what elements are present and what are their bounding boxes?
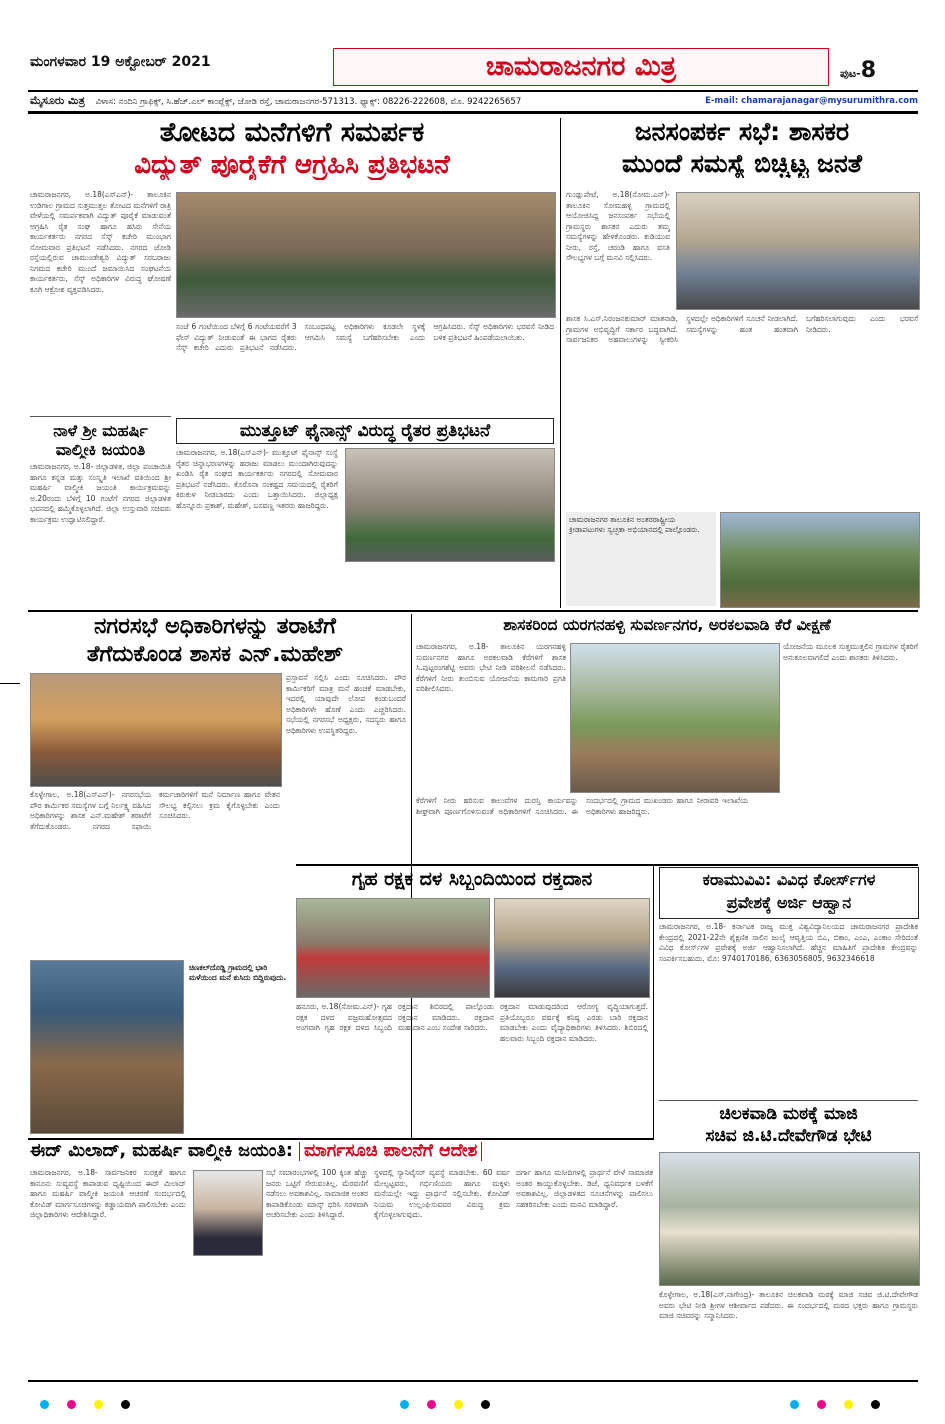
- rain-damage-photo: [30, 960, 184, 1134]
- row-divider-2: [296, 864, 918, 866]
- mahesh-photo: [30, 673, 282, 787]
- valmiki-headline-2: ವಾಲ್ಮೀಕಿ ಜಯಂತಿ: [55, 441, 146, 459]
- eid-text-4: ದರ್ಗಾ ಹಾಗೂ ಮಸೀದಿಗಳಲ್ಲಿ ಪ್ರಾರ್ಥನೆ ವೇಳೆ ಸಾಮಾಜಿಕ ಅಂತರ ಕಾಯ್ದುಕೊಳ್ಳಬೇಕು. ಡಿಜೆ, ಧ್ವನಿವರ್ಧಕ ಬಳಕೆಗೆ ಅವಕಾಶವಿಲ್ಲ. ಜಿಲ್ಲಾಡಳಿತದ ಸೂಚನೆಗಳನ್ನು ಪಾಲಿಸಲು ಸಹಕರಿಸಬೇಕು ಎಂದು ಮನವಿ ಮಾಡಿದ್ದಾರೆ.: [516, 1168, 653, 1209]
- janasampark-headline-1: ಜನಸಂಪರ್ಕ ಸಭೆ: ಶಾಸಕರ: [634, 118, 850, 146]
- bottom-rule: [28, 1380, 918, 1382]
- lakes-text-3: ಯೋಜನೆಯ ಮೂಲಕ ಸುತ್ತಮುತ್ತಲಿನ ಗ್ರಾಮಗಳ ರೈತರಿಗೆ ಅನುಕೂಲವಾಗಲಿದೆ ಎಂದು ಶಾಸಕರು ತಿಳಿಸಿದರು.: [783, 642, 918, 662]
- eid-text-2b: [193, 1260, 261, 1376]
- janasampark-text-2: ಶಾಸಕ ಸಿ.ಎಸ್.ನಿರಂಜನಕುಮಾರ್ ಮಾತನಾಡಿ, ಗ್ರಾಮಗಳ ಅಭಿವೃದ್ಧಿಗೆ ಸರ್ಕಾರ ಬದ್ಧವಾಗಿದೆ. ಸಾರ್ವಜನಿಕರ ಅಹವಾಲುಗಳನ್ನು ಸ್ವೀಕರಿಸಿ ಸ್ಥಳದಲ್ಲೇ ಅಧಿಕಾರಿಗಳಿಗೆ ಸೂಚನೆ ನೀಡಲಾಗಿದೆ. ಸಮಸ್ಯೆಗಳನ್ನು ಹಂತ ಹಂತವಾಗಿ ಬಗೆಹರಿಸಲಾಗುವುದು ಎಂದು ಭರವಸೆ ನೀಡಿದರು.: [566, 314, 918, 344]
- masthead-date: ಮಂಗಳವಾರ 19 ಅಕ್ಟೋಬರ್ 2021: [30, 54, 211, 70]
- valmiki-divider: [30, 416, 171, 417]
- address: ವಿಳಾಸ: ನಂದಿನಿ ಗ್ರಾಫಿಕ್ಸ್, ಸಿ.ಹೆಚ್.ಎಲ್ ಕಾಂಪ್ಲೆಕ್ಸ್, ಜೋಡಿ ರಸ್ತೆ, ಚಾಮರಾಜನಗರ-571313. ಫ್ಯಾಕ್ಸ್: 08226-222608, ಮೊ. 9242265657: [95, 97, 522, 107]
- lakes-text-2: ಕೆರೆಗಳಿಗೆ ನೀರು ಹರಿಸುವ ಕಾಲುವೆಗಳ ದುರಸ್ತಿ ಕಾರ್ಯವನ್ನು ಶೀಘ್ರವಾಗಿ ಪೂರ್ಣಗೊಳಿಸುವಂತೆ ಅಧಿಕಾರಿಗಳಿಗೆ ಸೂಚಿಸಿದರು. ಈ ಸಂದರ್ಭದಲ್ಲಿ ಗ್ರಾಮದ ಮುಖಂಡರು ಹಾಗೂ ನೀರಾವರಿ ಇಲಾಖೆಯ ಅಧಿಕಾರಿಗಳು ಹಾಜರಿದ್ದರು.: [416, 796, 748, 816]
- muthoot-headline-box: [176, 418, 554, 444]
- mahesh-text-1: ಕೊಳ್ಳೇಗಾಲ, ಅ.18(ಎಸ್‌ಎನ್)- ನಗರಸಭೆಯ ಪೌರ ಕಾರ್ಮಿಕರ ಸಮಸ್ಯೆಗಳ ಬಗ್ಗೆ ನಿರ್ಲಕ್ಷ್ಯ ವಹಿಸಿದ ಅಧಿಕಾರಿಗಳನ್ನು ಶಾಸಕ ಎನ್.ಮಹೇಶ್ ತರಾಟೆಗೆ ತೆಗೆದುಕೊಂಡರು. ನಗರದ ಸಫಾಯಿ ಕರ್ಮಚಾರಿಗಳಿಗೆ ಮನೆ ನಿರ್ಮಾಣ ಹಾಗೂ ವೇತನ ಸೌಲಭ್ಯ ಕಲ್ಪಿಸಲು ಕ್ರಮ ಕೈಗೊಳ್ಳಬೇಕು ಎಂದು ಸೂಚಿಸಿದರು.: [30, 790, 280, 831]
- power-protest-photo: [176, 192, 556, 318]
- rain-damage-caption: ಚಿಣಕಲ್‌ದೊಡ್ಡಿ ಗ್ರಾಮದಲ್ಲಿ ಭಾರಿ ಮಳೆಯಿಂದ ಮನೆ ಕುಸಿದು ಬಿದ್ದಿರುವುದು.: [186, 960, 290, 1132]
- eid-headline-black: ಈದ್ ಮಿಲಾದ್, ಮಹರ್ಷಿ ವಾಲ್ಮೀಕಿ ಜಯಂತಿ:: [30, 1142, 293, 1161]
- eid-text-2: ಸಭೆ ಸಮಾರಂಭಗಳಲ್ಲಿ 100 ಕ್ಕಿಂತ ಹೆಚ್ಚು ಜನರು ಒಟ್ಟಿಗೆ ಸೇರುವಂತಿಲ್ಲ. ಮೆರವಣಿಗೆ ನಡೆಸಲು ಅವಕಾಶವಿಲ್ಲ. ಸಾಮಾಜಿಕ ಅಂತರ ಕಾಪಾಡಿಕೊಂಡು ಮಾಸ್ಕ್ ಧರಿಸಿ ಸರಳವಾಗಿ ಆಚರಿಸಬೇಕು ಎಂದು ತಿಳಿಸಿದ್ದಾರೆ.: [266, 1168, 368, 1219]
- home-guard-headline: ಗೃಹ ರಕ್ಷಕ ದಳ ಸಿಬ್ಬಂದಿಯಿಂದ ರಕ್ತದಾನ: [351, 869, 593, 890]
- registration-marks-left: [40, 1394, 148, 1413]
- power-protest-text-1: ಚಾಮರಾಜನಗರ, ಅ.18(ಎಸ್‌ಎನ್)- ತಾಲೂಕಿನ ಉಡಿಗಾಲ ಗ್ರಾಮದ ಸುತ್ತಮುತ್ತಲ ತೋಟದ ಮನೆಗಳಿಗೆ ರಾತ್ರಿ ವೇಳೆಯಲ್ಲಿ ಸಮರ್ಪಕವಾಗಿ ವಿದ್ಯುತ್ ಪೂರೈಕೆ ಮಾಡುವಂತೆ ಆಗ್ರಹಿಸಿ ರೈತ ಸಂಘ ಹಾಗೂ ಹಸಿರು ಸೇನೆಯ ಕಾರ್ಯಕರ್ತರು ನಗರದ ಸೆಸ್ಕ್ ಕಚೇರಿ ಮುಂಭಾಗ ಸೋಮವಾರ ಪ್ರತಿಭಟನೆ ನಡೆಸಿದರು. ನಗರದ ಜೋಡಿ ರಸ್ತೆಯಲ್ಲಿರುವ ಚಾಮುಂಡೇಶ್ವರಿ ವಿದ್ಯುತ್ ಸರಬರಾಜು ನಿಗಮದ ಕಚೇರಿ ಮುಂದೆ ಜಮಾಯಿಸಿದ ಸಂಘಟನೆಯ ಕಾರ್ಯಕರ್ತರು, ಸೆಸ್ಕ್ ಅಧಿಕಾರಿಗಳ ವಿರುದ್ಧ ಘೋಷಣೆ ಕೂಗಿ ಆಕ್ರೋಶ ವ್ಯಕ್ತಪಡಿಸಿದರು.: [30, 190, 171, 294]
- devegowda-headline-2: ಸಚಿವ ಜಿ.ಟಿ.ದೇವೇಗೌಡ ಭೇಟಿ: [705, 1127, 872, 1146]
- registration-marks-right: [790, 1394, 898, 1413]
- lakes-headline: ಶಾಸಕರಿಂದ ಯರಗನಹಳ್ಳಿ ಸುವರ್ಣನಗರ, ಅರಕಲವಾಡಿ ಕೆರೆ ವೀಕ್ಷಣೆ: [503, 617, 831, 634]
- valmiki-headline-1: ನಾಳೆ ಶ್ರೀ ಮಹರ್ಷಿ: [53, 422, 148, 440]
- home-guard-text-1: ಹನೂರು, ಅ.18(ಸೋಮ.ಎನ್)- ಗೃಹ ರಕ್ಷಕ ದಳದ ವಜ್ರಮಹೋತ್ಸವದ ಅಂಗವಾಗಿ ಗೃಹ ರಕ್ಷಕ ದಳದ ಸಿಬ್ಬಂದಿ ರಕ್ತದಾನ ಶಿಬಿರದಲ್ಲಿ ಪಾಲ್ಗೊಂಡು ರಕ್ತದಾನ ಮಾಡಿದರು. ರಕ್ತದಾನ ಮಹಾದಾನ ಎಂಬ ಸಂದೇಶ ಸಾರಿದರು.: [296, 1002, 494, 1032]
- row-divider-1: [28, 610, 918, 612]
- muthoot-text: ಚಾಮರಾಜನಗರ, ಅ.18(ಎಸ್‌ಎನ್)- ಮುತ್ತೂಟ್ ಫೈನಾನ್ಸ್ ಸಂಸ್ಥೆ ರೈತರ ಚಿನ್ನಾಭರಣಗಳನ್ನು ಹರಾಜು ಮಾಡಲು ಮುಂದಾಗಿರುವುದನ್ನು ಖಂಡಿಸಿ ರೈತ ಸಂಘದ ಕಾರ್ಯಕರ್ತರು ನಗರದಲ್ಲಿ ಸೋಮವಾರ ಪ್ರತಿಭಟನೆ ನಡೆಸಿದರು. ಕೊರೊನಾ ಸಂಕಷ್ಟದ ಸಮಯದಲ್ಲಿ ರೈತರಿಗೆ ಕಿರುಕುಳ ನೀಡಬಾರದು ಎಂದು ಒತ್ತಾಯಿಸಿದರು. ಜಿಲ್ಲಾಧ್ಯಕ್ಷ ಹೊನ್ನೂರು ಪ್ರಕಾಶ್, ಮಹೇಶ್, ಬಸವಣ್ಣ ಇತರರು ಹಾಜರಿದ್ದರು.: [176, 448, 338, 510]
- eid-headline: [30, 1142, 654, 1161]
- page-number-label: ಪುಟ-8: [840, 58, 877, 83]
- athletes-photo: [720, 512, 920, 608]
- eid-official-photo: [193, 1170, 263, 1256]
- courses-headline-2: ಪ್ರವೇಶಕ್ಕೆ ಅರ್ಜಿ ಆಹ್ವಾನ: [726, 893, 852, 912]
- janasampark-caption: ಚಾಮರಾಜನಗರ ತಾಲೂಕಿನ ಅಂತರರಾಷ್ಟ್ರೀಯ ಕ್ರೀಡಾಪಟುಗಳು ಸ್ವಚ್ಛತಾ ಅಭಿಯಾನದಲ್ಲಿ ಪಾಲ್ಗೊಂಡರು.: [566, 512, 716, 606]
- home-guard-photo-1: [296, 898, 490, 998]
- column-rule-3: [653, 864, 654, 1138]
- muthoot-headline: ಮುತ್ತೂಟ್ ಫೈನಾನ್ಸ್ ವಿರುದ್ಧ ರೈತರ ಪ್ರತಿಭಟನೆ: [239, 421, 491, 441]
- masthead-rule-2: [28, 111, 918, 114]
- page-number: 8: [860, 58, 877, 83]
- valmiki-text: ಚಾಮರಾಜನಗರ, ಅ.18- ಜಿಲ್ಲಾಡಳಿತ, ಜಿಲ್ಲಾ ಪಂಚಾಯಿತಿ ಹಾಗೂ ಕನ್ನಡ ಮತ್ತು ಸಂಸ್ಕೃತಿ ಇಲಾಖೆ ವತಿಯಿಂದ ಶ್ರೀ ಮಹರ್ಷಿ ವಾಲ್ಮೀಕಿ ಜಯಂತಿ ಕಾರ್ಯಕ್ರಮವನ್ನು ಅ.20ರಂದು ಬೆಳಿಗ್ಗೆ 10 ಗಂಟೆಗೆ ನಗರದ ಜಿಲ್ಲಾಡಳಿತ ಭವನದಲ್ಲಿ ಹಮ್ಮಿಕೊಳ್ಳಲಾಗಿದೆ. ಜಿಲ್ಲಾ ಉಸ್ತುವಾರಿ ಸಚಿವರು ಕಾರ್ಯಕ್ರಮ ಉದ್ಘಾಟಿಸಲಿದ್ದಾರೆ.: [30, 462, 171, 524]
- fold-mark: [0, 683, 20, 684]
- muthoot-text-cont: [345, 565, 553, 605]
- muthoot-photo: [345, 448, 555, 562]
- registration-marks-center: [400, 1394, 508, 1413]
- janasampark-headline-2: ಮುಂದೆ ಸಮಸ್ಯೆ ಬಿಚ್ಚಿಟ್ಟ ಜನತೆ: [622, 150, 862, 178]
- courses-text: ಚಾಮರಾಜನಗರ, ಅ.18- ಕರ್ನಾಟಕ ರಾಜ್ಯ ಮುಕ್ತ ವಿಶ್ವವಿದ್ಯಾನಿಲಯದ ಚಾಮರಾಜನಗರ ಪ್ರಾದೇಶಿಕ ಕೇಂದ್ರದಲ್ಲಿ 2021-22ನೇ ಶೈಕ್ಷಣಿಕ ಸಾಲಿನ ಜುಲೈ ಆವೃತ್ತಿಯ ಬಿಎ, ಬಿಕಾಂ, ಎಂಎ, ಎಂಕಾಂ ಸೇರಿದಂತೆ ವಿವಿಧ ಕೋರ್ಸ್‌ಗಳ ಪ್ರವೇಶಕ್ಕೆ ಅರ್ಜಿ ಆಹ್ವಾನಿಸಲಾಗಿದೆ. ಹೆಚ್ಚಿನ ಮಾಹಿತಿಗೆ ಪ್ರಾದೇಶಿಕ ಕೇಂದ್ರವನ್ನು ಸಂಪರ್ಕಿಸಬಹುದು. ಮೊ: 9740170186, 6363056805, 9632346618: [659, 922, 918, 963]
- courses-headline-box: [659, 867, 919, 919]
- home-guard-text-2: ರಕ್ತದಾನ ಮಾಡುವುದರಿಂದ ಆರೋಗ್ಯ ವೃದ್ಧಿಯಾಗುತ್ತದೆ. ಪ್ರತಿಯೊಬ್ಬರೂ ವರ್ಷಕ್ಕೆ ಕನಿಷ್ಠ ಎರಡು ಬಾರಿ ರಕ್ತದಾನ ಮಾಡಬೇಕು ಎಂದು ವೈದ್ಯಾಧಿಕಾರಿಗಳು ತಿಳಿಸಿದರು. ಶಿಬಿರದಲ್ಲಿ ಹಲವಾರು ಸಿಬ್ಬಂದಿ ರಕ್ತದಾನ ಮಾಡಿದರು.: [500, 1002, 648, 1043]
- lakes-text-1: ಚಾಮರಾಜನಗರ, ಅ.18- ತಾಲೂಕಿನ ಯರಗನಹಳ್ಳಿ ಸುವರ್ಣನಗರ ಹಾಗೂ ಅರಕಲವಾಡಿ ಕೆರೆಗಳಿಗೆ ಶಾಸಕ ಸಿ.ಪುಟ್ಟರಂಗಶೆಟ್ಟಿ ಅವರು ಭೇಟಿ ನೀಡಿ ಪರಿಶೀಲನೆ ನಡೆಸಿದರು. ಕೆರೆಗಳಿಗೆ ನೀರು ತುಂಬಿಸುವ ಯೋಜನೆಯ ಕಾಮಗಾರಿ ಪ್ರಗತಿ ಪರಿಶೀಲಿಸಿದರು.: [416, 642, 566, 693]
- email: E-mail: chamarajanagar@mysurumithra.com: [705, 96, 918, 106]
- devegowda-headline-1: ಚಿಲಕವಾಡಿ ಮಠಕ್ಕೆ ಮಾಜಿ: [719, 1105, 858, 1124]
- mahesh-headline-1: ನಗರಸಭೆ ಅಧಿಕಾರಿಗಳನ್ನು ತರಾಟೆಗೆ: [94, 615, 336, 639]
- janasampark-photo: [676, 192, 920, 310]
- devegowda-text: ಕೊಳ್ಳೇಗಾಲ, ಅ.18(ಎಸ್.ನಾಗೇಂದ್ರ)- ತಾಲೂಕಿನ ಚಿಲಕವಾಡಿ ಮಠಕ್ಕೆ ಮಾಜಿ ಸಚಿವ ಜಿ.ಟಿ.ದೇವೇಗೌಡ ಅವರು ಭೇಟಿ ನೀಡಿ ಶ್ರೀಗಳ ಆಶೀರ್ವಾದ ಪಡೆದರು. ಈ ಸಂದರ್ಭದಲ್ಲಿ ಮಠದ ಭಕ್ತರು ಹಾಗೂ ಗ್ರಾಮಸ್ಥರು ಮಾಜಿ ಸಚಿವರನ್ನು ಸನ್ಮಾನಿಸಿದರು.: [659, 1290, 918, 1320]
- power-protest-text-2: ಸಂಜೆ 6 ಗಂಟೆಯಿಂದ ಬೆಳಿಗ್ಗೆ 6 ಗಂಟೆಯವರೆಗೆ 3 ಫೇಸ್ ವಿದ್ಯುತ್ ನೀಡುವಂತೆ ಈ ಭಾಗದ ರೈತರು ಸೆಸ್ಕ್ ಕಚೇರಿ ಎದುರು ಪ್ರತಿಭಟನೆ ನಡೆಸಿದರು. ಸಂಬಂಧಪಟ್ಟ ಅಧಿಕಾರಿಗಳು ಕೂಡಲೇ ಸ್ಥಳಕ್ಕೆ ಆಗಮಿಸಿ ಸಮಸ್ಯೆ ಬಗೆಹರಿಸಬೇಕು ಎಂದು ಆಗ್ರಹಿಸಿದರು. ಸೆಸ್ಕ್ ಅಧಿಕಾರಿಗಳು ಭರವಸೆ ನೀಡಿದ ಬಳಿಕ ಪ್ರತಿಭಟನೆ ಹಿಂಪಡೆಯಲಾಯಿತು.: [176, 322, 554, 352]
- masthead-title: ಚಾಮರಾಜನಗರ ಮಿತ್ರ: [485, 51, 677, 82]
- lakes-photo: [570, 643, 780, 793]
- home-guard-photo-2: [494, 898, 650, 998]
- janasampark-text-1: ಗುಂಡ್ಲುಪೇಟೆ, ಅ.18(ಸೋಮ.ಎನ್)- ತಾಲೂಕಿನ ಸೋಮಹಳ್ಳಿ ಗ್ರಾಮದಲ್ಲಿ ಆಯೋಜಿಸಿದ್ದ ಜನಸಂಪರ್ಕ ಸಭೆಯಲ್ಲಿ ಗ್ರಾಮಸ್ಥರು ಶಾಸಕರ ಎದುರು ತಮ್ಮ ಸಮಸ್ಯೆಗಳನ್ನು ಹೇಳಿಕೊಂಡರು. ಕುಡಿಯುವ ನೀರು, ರಸ್ತೆ, ಚರಂಡಿ ಹಾಗೂ ವಸತಿ ಸೌಲಭ್ಯಗಳ ಬಗ್ಗೆ ಮನವಿ ಸಲ್ಲಿಸಿದರು.: [566, 190, 670, 262]
- power-protest-headline-2: ವಿದ್ಯುತ್ ಪೂರೈಕೆಗೆ ಆಗ್ರಹಿಸಿ ಪ್ರತಿಭಟನೆ: [134, 151, 450, 180]
- courses-headline-1: ಕರಾಮುವಿವಿ: ವಿವಿಧ ಕೋರ್ಸ್‌ಗಳ: [702, 870, 876, 889]
- masthead-contact-line: [30, 93, 918, 109]
- mahesh-text-2: ಪ್ರಸ್ತಾವನೆ ಸಲ್ಲಿಸಿ ಎಂದು ಸೂಚಿಸಿದರು. ಪೌರ ಕಾರ್ಮಿಕರಿಗೆ ಮಾತ್ರ ಮನೆ ಹಂಚಿಕೆ ಮಾಡಬೇಕು, ಇದರಲ್ಲಿ ಯಾವುದೇ ಲೋಪ ಕಂಡುಬಂದರೆ ಅಧಿಕಾರಿಗಳೇ ಹೊಣೆ ಎಂದು ಎಚ್ಚರಿಸಿದರು. ಸಭೆಯಲ್ಲಿ ನಗರಸಭೆ ಅಧ್ಯಕ್ಷರು, ಸದಸ್ಯರು ಹಾಗೂ ಅಧಿಕಾರಿಗಳು ಉಪಸ್ಥಿತರಿದ್ದರು.: [286, 673, 406, 735]
- masthead-title-box: [333, 48, 829, 86]
- power-protest-headline-1: ತೋಟದ ಮನೆಗಳಿಗೆ ಸಮರ್ಪಕ: [159, 118, 425, 148]
- eid-text-3: ಸ್ಥಳದಲ್ಲಿ ಸ್ಯಾನಿಟೈಸರ್ ವ್ಯವಸ್ಥೆ ಮಾಡಬೇಕು. 60 ವರ್ಷ ಮೇಲ್ಪಟ್ಟವರು, ಗರ್ಭಿಣಿಯರು ಹಾಗೂ ಮಕ್ಕಳು ಮನೆಯಲ್ಲೇ ಇದ್ದು ಪ್ರಾರ್ಥನೆ ಸಲ್ಲಿಸಬೇಕು. ಕೋವಿಡ್ ನಿಯಮ ಉಲ್ಲಂಘಿಸುವವರ ವಿರುದ್ಧ ಕ್ರಮ ಕೈಗೊಳ್ಳಲಾಗುವುದು.: [374, 1168, 510, 1219]
- eid-headline-red: ಮಾರ್ಗಸೂಚಿ ಪಾಲನೆಗೆ ಆದೇಶ: [299, 1142, 482, 1161]
- brand-name: ಮೈಸೂರು ಮಿತ್ರ: [30, 94, 85, 107]
- eid-text-1: ಚಾಮರಾಜನಗರ, ಅ.18- ಸಾರ್ವಜನಿಕರ ಸುರಕ್ಷತೆ ಹಾಗೂ ಕಾನೂನು ಸುವ್ಯವಸ್ಥೆ ಕಾಪಾಡುವ ದೃಷ್ಟಿಯಿಂದ ಈದ್ ಮಿಲಾದ್ ಹಾಗೂ ಮಹರ್ಷಿ ವಾಲ್ಮೀಕಿ ಜಯಂತಿ ಆಚರಣೆ ಸಂದರ್ಭದಲ್ಲಿ ಕೋವಿಡ್ ಮಾರ್ಗಸೂಚಿಗಳನ್ನು ಕಡ್ಡಾಯವಾಗಿ ಪಾಲಿಸಬೇಕು ಎಂದು ಜಿಲ್ಲಾಧಿಕಾರಿಗಳು ಆದೇಶಿಸಿದ್ದಾರೆ.: [30, 1168, 186, 1219]
- column-rule-1: [560, 118, 561, 608]
- masthead-rule: [28, 90, 918, 92]
- row-divider-3: [28, 1138, 654, 1140]
- devegowda-photo: [659, 1152, 920, 1286]
- devegowda-divider: [659, 1100, 918, 1101]
- mahesh-headline-2: ತೆಗೆದುಕೊಂಡ ಶಾಸಕ ಎನ್.ಮಹೇಶ್: [86, 643, 344, 667]
